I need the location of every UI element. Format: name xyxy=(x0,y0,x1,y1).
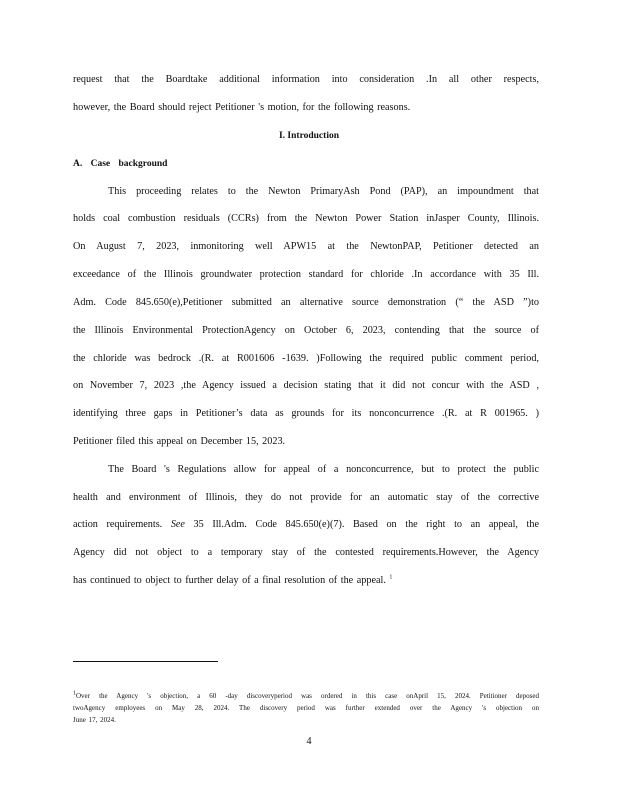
footnote-text: Over the Agency 's objection, a 60 -day discoveryperiod was ordered in this case onApril 15, 2024. Petitioner deposed xyxy=(76,692,539,700)
body-line: On August 7, 2023, inmonitoring well APW15 at the NewtonPAP, Petitioner detected an xyxy=(73,241,539,252)
footnote-line: twoAgency employees on May 28, 2024. The discovery period was further extended over the Agency 's objection on xyxy=(73,704,539,712)
footnote-line: June 17, 2024. xyxy=(73,716,116,724)
body-text: has continued to object to further delay of a final resolution of the appeal. xyxy=(73,575,386,586)
body-text: 35 Ill.Adm. Code 845.650(e)(7). Based on the right to an appeal, the xyxy=(193,519,539,530)
page-number: 4 xyxy=(306,736,312,747)
body-line: however, the Board should reject Petitioner 's motion, for the following reasons. xyxy=(73,102,411,113)
section-heading: I. Introduction xyxy=(278,131,339,141)
footnote-divider xyxy=(73,661,218,662)
body-line: Agency did not object to a temporary stay of the contested requirements.However, the Agency xyxy=(73,547,539,558)
footnote-line xyxy=(73,691,539,701)
body-line: The Board 's Regulations allow for appeal of a nonconcurrence, but to protect the public xyxy=(108,464,539,475)
body-line: exceedance of the Illinois groundwater protection standard for chloride .In accordance with 35 Ill. xyxy=(73,269,539,280)
body-line: Adm. Code 845.650(e),Petitioner submitted an alternative source demonstration (“ the ASD ”)to xyxy=(73,297,539,308)
body-line xyxy=(73,518,539,532)
footnote-marker: 1 xyxy=(73,690,76,697)
body-line: holds coal combustion residuals (CCRs) from the Newton Power Station inJasper County, Illinois. xyxy=(73,213,539,224)
body-line: Petitioner filed this appeal on December 15, 2023. xyxy=(73,436,286,447)
body-line: health and environment of Illinois, they do not provide for an automatic stay of the corrective xyxy=(73,492,539,503)
body-line: the chloride was bedrock .(R. at R001606 -1639. )Following the required public comment period, xyxy=(73,353,539,364)
citation-signal: See xyxy=(170,519,185,530)
body-text: action requirements. xyxy=(73,519,163,530)
footnote-reference: 1 xyxy=(389,574,393,581)
body-line: on November 7, 2023 ,the Agency issued a decision stating that it did not concur with the ASD , xyxy=(73,380,539,391)
body-line: request that the Boardtake additional information into consideration .In all other respects, xyxy=(73,74,539,85)
body-line xyxy=(73,574,392,588)
body-line: the Illinois Environmental ProtectionAgency on October 6, 2023, contending that the source of xyxy=(73,325,539,336)
body-line: This proceeding relates to the Newton PrimaryAsh Pond (PAP), an impoundment that xyxy=(108,186,539,197)
body-line: identifying three gaps in Petitioner’s data as grounds for its nonconcurrence .(R. at R 001965. ) xyxy=(73,408,539,419)
subsection-heading: A. Case background xyxy=(73,159,168,169)
